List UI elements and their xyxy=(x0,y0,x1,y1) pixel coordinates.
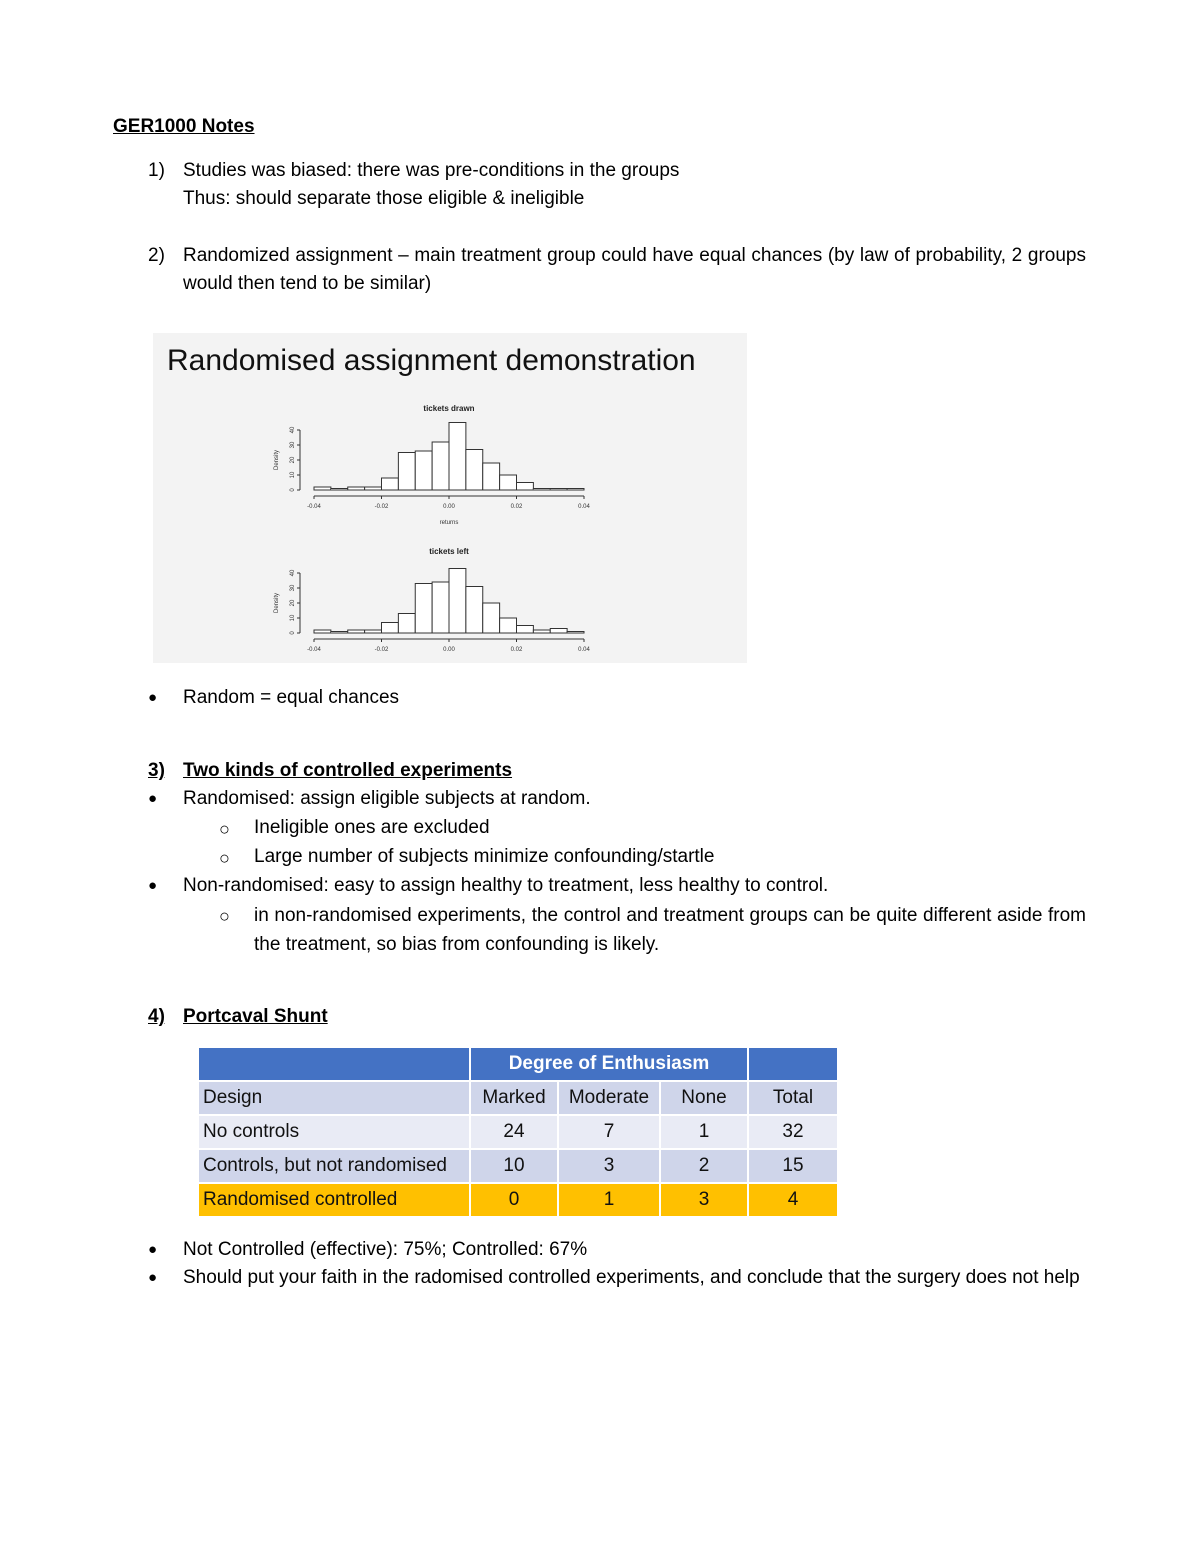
table-column-header: Total xyxy=(748,1081,838,1115)
x-tick-label: -0.04 xyxy=(307,504,321,510)
sub-bullet-text: Ineligible ones are excluded xyxy=(254,817,490,838)
y-tick-label: 30 xyxy=(290,441,296,449)
circle-bullet-icon: ○ xyxy=(219,819,230,839)
histogram-bar xyxy=(365,630,382,633)
histogram-title: tickets drawn xyxy=(423,404,475,413)
circle-bullet-icon: ○ xyxy=(219,906,230,926)
table-cell: 15 xyxy=(748,1149,838,1183)
document-title: GER1000 Notes xyxy=(113,116,255,137)
x-tick-label: 0.04 xyxy=(578,504,590,510)
section-number: 3) xyxy=(148,760,165,781)
table-header-row xyxy=(198,1047,838,1081)
x-tick-label: -0.02 xyxy=(374,504,389,510)
circle-bullet-icon: ○ xyxy=(219,848,230,868)
table-row xyxy=(198,1149,838,1183)
y-tick-label: 20 xyxy=(290,456,296,464)
histogram-bar xyxy=(567,489,584,491)
y-tick-label: 40 xyxy=(290,426,296,434)
table-cell: 4 xyxy=(748,1183,838,1217)
histogram-bar xyxy=(466,587,483,634)
histogram-bar xyxy=(382,623,399,634)
y-tick-label: 10 xyxy=(290,614,296,622)
table-cell: No controls xyxy=(198,1115,470,1149)
histogram-chart xyxy=(153,333,747,663)
table-column-header: Design xyxy=(198,1081,470,1115)
histogram-bar xyxy=(331,632,348,634)
y-tick-label: 30 xyxy=(290,584,296,592)
table-header-blank xyxy=(748,1047,838,1081)
histogram-bar xyxy=(348,630,365,633)
bullet-text: Should put your faith in the radomised controlled experiments, and conclude that the surgery does not help xyxy=(183,1267,1080,1288)
bullet-icon: ● xyxy=(148,689,158,706)
histogram-bar xyxy=(449,569,466,634)
x-tick-label: -0.02 xyxy=(374,647,389,653)
histogram-bar xyxy=(567,632,584,634)
section-heading: Two kinds of controlled experiments xyxy=(183,760,513,781)
table-row xyxy=(198,1115,838,1149)
table-cell: Randomised controlled xyxy=(198,1183,470,1217)
x-tick-label: 0.04 xyxy=(578,647,590,653)
table-column-header: Marked xyxy=(470,1081,558,1115)
histogram-bar xyxy=(483,603,500,633)
x-tick-label: -0.04 xyxy=(307,647,321,653)
bullet-text: Randomised: assign eligible subjects at random. xyxy=(183,788,591,809)
histogram-bar xyxy=(466,450,483,491)
histogram-bar xyxy=(415,451,432,490)
item-number: 1) xyxy=(148,160,165,181)
sub-bullet-text: in non-randomised experiments, the control and treatment groups can be quite different aside from the treatment, so bias from confounding is likely. xyxy=(254,905,1086,955)
y-tick-label: 20 xyxy=(290,599,296,607)
figure-title: Randomised assignment demonstration xyxy=(167,344,696,377)
bullet-text: Non-randomised: easy to assign healthy to treatment, less healthy to control. xyxy=(183,875,829,896)
table-cell: 10 xyxy=(470,1149,558,1183)
table-header-blank xyxy=(198,1047,470,1081)
histogram-bar xyxy=(550,629,567,634)
bullet-icon: ● xyxy=(148,790,158,807)
histogram-bar xyxy=(348,487,365,490)
bullet-icon: ● xyxy=(148,1269,158,1286)
histogram-bar xyxy=(331,489,348,491)
histogram-bar xyxy=(314,487,331,490)
table-cell: 0 xyxy=(470,1183,558,1217)
item-text: Thus: should separate those eligible & ineligible xyxy=(183,188,585,209)
sub-bullet-text: Large number of subjects minimize confounding/startle xyxy=(254,846,715,867)
histogram-title: tickets left xyxy=(429,547,469,556)
y-tick-label: 10 xyxy=(290,471,296,479)
x-axis-label: returns xyxy=(439,520,459,526)
histogram-bar xyxy=(500,475,517,490)
histogram-bar xyxy=(432,582,449,633)
table-cell: 2 xyxy=(660,1149,748,1183)
item-text: Studies was biased: there was pre-conditions in the groups xyxy=(183,160,680,181)
histogram-bar xyxy=(432,442,449,490)
table-row-highlighted xyxy=(198,1183,838,1217)
histogram-bar xyxy=(517,626,534,634)
y-axis-label: Density xyxy=(274,449,280,471)
histogram-bar xyxy=(500,618,517,633)
bullet-text: Random = equal chances xyxy=(183,687,400,708)
table-column-header: Moderate xyxy=(558,1081,660,1115)
section-number: 4) xyxy=(148,1006,165,1027)
histogram-bar xyxy=(449,423,466,491)
histogram-bar xyxy=(365,487,382,490)
bullet-text: Not Controlled (effective): 75%; Controlled: 67% xyxy=(183,1239,588,1260)
histogram-bar xyxy=(550,489,567,491)
histogram-bar xyxy=(533,630,550,633)
section-heading: Portcaval Shunt xyxy=(183,1006,328,1027)
y-tick-label: 0 xyxy=(290,488,296,492)
y-tick-label: 40 xyxy=(290,569,296,577)
histogram-figure xyxy=(153,333,747,663)
table-cell: 1 xyxy=(558,1183,660,1217)
y-axis-label: Density xyxy=(274,592,280,614)
table-cell: 24 xyxy=(470,1115,558,1149)
bullet-icon: ● xyxy=(148,877,158,894)
histogram-bar xyxy=(398,453,415,491)
table-cell: 3 xyxy=(660,1183,748,1217)
table-cell: 32 xyxy=(748,1115,838,1149)
histogram-bar xyxy=(398,614,415,634)
table-cell: 7 xyxy=(558,1115,660,1149)
x-tick-label: 0.00 xyxy=(443,647,455,653)
histogram-bar xyxy=(517,483,534,491)
histogram-bar xyxy=(382,478,399,490)
table-cell: 1 xyxy=(660,1115,748,1149)
table-group-header: Degree of Enthusiasm xyxy=(470,1047,748,1081)
bullet-icon: ● xyxy=(148,1241,158,1258)
table-cell: 3 xyxy=(558,1149,660,1183)
enthusiasm-table xyxy=(197,1046,839,1218)
x-tick-label: 0.02 xyxy=(510,504,523,510)
x-tick-label: 0.02 xyxy=(510,647,523,653)
item-text: Randomized assignment – main treatment group could have equal chances (by law of probability, 2 groups would then tend to be similar) xyxy=(183,245,1086,294)
x-tick-label: 0.00 xyxy=(443,504,455,510)
histogram-bar xyxy=(415,584,432,634)
y-tick-label: 0 xyxy=(290,631,296,635)
table-column-header-row xyxy=(198,1081,838,1115)
histogram-bar xyxy=(483,463,500,490)
table-cell: Controls, but not randomised xyxy=(198,1149,470,1183)
item-number: 2) xyxy=(148,245,165,266)
histogram-bar xyxy=(314,630,331,633)
histogram-bar xyxy=(533,489,550,491)
table-column-header: None xyxy=(660,1081,748,1115)
